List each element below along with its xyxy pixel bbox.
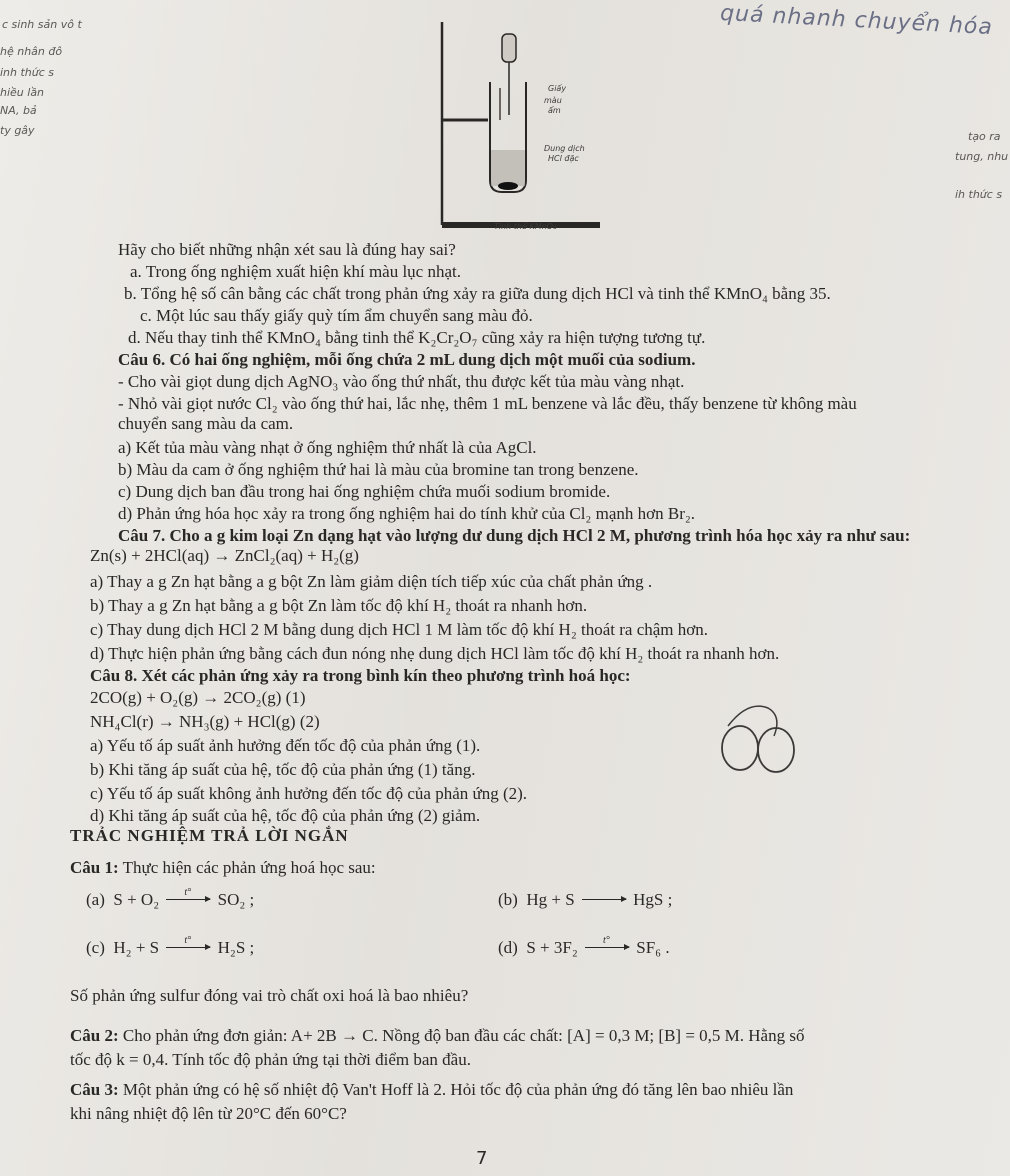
reaction-d [498,935,670,958]
text-line: - Nhỏ vài giọt nước Cl₂ vào ống thứ hai, lắc nhẹ, thêm 1 mL benzene và lắc đều, thấy benzene từ không màu [118,394,857,413]
reaction-arrow: t° [166,899,210,900]
question-3-text: Một phản ứng có hệ số nhiệt độ Van't Hoff là 2. Hỏi tốc độ của phản ứng đó tăng lên bao nhiêu lần [122,1080,794,1099]
text-line: d) Phản ứng hóa học xảy ra trong ống nghiệm hai do tính khử của Cl₂ mạnh hơn Br₂. [118,504,696,523]
reaction-a [86,887,255,910]
bg-fragment: inh thức s [0,66,55,79]
reaction-arrow: t° [585,947,629,948]
diagram-label-solution: Dung dịch [544,144,585,153]
question-3-title: Câu 3: [70,1080,119,1099]
question-1-prompt: Số phản ứng sulfur đóng vai trò chất oxi hoá là bao nhiêu? [70,986,469,1005]
reaction-left: S + 3F₂ [526,938,578,957]
bg-fragment: hiều lần [0,86,45,99]
diagram-label-crystal: Tinh thể KMnO₄ [494,222,557,231]
reaction-label: (b) [498,890,518,909]
bg-fragment: ty gây [0,124,35,137]
bg-fragment: tạo ra [968,130,1001,143]
text-line: NH₄Cl(r) → NH₃(g) + HCl(g) (2) [90,712,320,731]
reaction-right: HgS ; [633,890,673,909]
question-2-text-cont: tốc độ k = 0,4. Tính tốc độ phản ứng tại thời điểm ban đầu. [70,1050,471,1069]
reaction-arrow [582,899,626,900]
reaction-left: Hg + S [526,890,575,909]
text-line: a) Thay a g Zn hạt bằng a g bột Zn làm giảm diện tích tiếp xúc của chất phản ứng . [90,572,653,591]
question-2-title: Câu 2: [70,1026,119,1045]
reaction-label: (c) [86,938,105,957]
text-line: chuyển sang màu da cam. [118,414,294,433]
reaction-label: (a) [86,890,105,909]
diagram-label-paper: Giấy [548,84,567,93]
question-1-title: Câu 1: [70,858,119,877]
bg-fragment: NA, bả [0,104,37,117]
text-line: c. Một lúc sau thấy giấy quỳ tím ẩm chuyển sang màu đỏ. [140,306,533,325]
apparatus-diagram [400,20,630,235]
text-line: Câu 8. Xét các phản ứng xảy ra trong bình kín theo phương trình hoá học: [90,666,631,685]
text-line: Câu 6. Có hai ống nghiệm, mỗi ống chứa 2 mL dung dịch một muối của sodium. [118,350,696,369]
reaction-left: H₂ + S [113,938,160,957]
text-line: c) Dung dịch ban đầu trong hai ống nghiệm chứa muối sodium bromide. [118,482,611,501]
text-line: d. Nếu thay tinh thể KMnO₄ bằng tinh thể K₂Cr₂O₇ cũng xảy ra hiện tượng tương tự. [128,328,706,347]
text-line: b. Tổng hệ số cân bằng các chất trong phản ứng xảy ra giữa dung dịch HCl và tinh thể KMnO₄ bằng 35. [124,284,831,303]
text-line: a) Yếu tố áp suất ảnh hưởng đến tốc độ của phản ứng (1). [90,736,481,755]
text-line: a) Kết tủa màu vàng nhạt ở ống nghiệm thứ nhất là của AgCl. [118,438,537,457]
question-2-text: Cho phản ứng đơn giản: A+ 2B → C. Nồng độ ban đầu các chất: [A] = 0,3 M; [B] = 0,5 M. Hằng số [122,1026,805,1045]
reaction-right: SO₂ ; [217,890,255,909]
reaction-arrow: t° [166,947,210,948]
reaction-label: (d) [498,938,518,957]
text-line: d) Khi tăng áp suất của hệ, tốc độ của phản ứng (2) giảm. [90,806,481,825]
bg-fragment: hệ nhân đô [0,45,63,58]
text-line: d) Thực hiện phản ứng bằng cách đun nóng nhẹ dung dịch HCl làm tốc độ khí H₂ thoát ra nhanh hơn. [90,644,780,663]
text-line: c) Thay dung dịch HCl 2 M bằng dung dịch HCl 1 M làm tốc độ khí H₂ thoát ra chậm hơn. [90,620,709,639]
page-number: 7 [476,1148,488,1169]
doodle-sketch [708,696,808,782]
text-line: 2CO(g) + O₂(g) → 2CO₂(g) (1) [90,688,306,707]
text-line: - Cho vài giọt dung dịch AgNO₃ vào ống thứ nhất, thu được kết tủa màu vàng nhạt. [118,372,685,391]
text-line: b) Thay a g Zn hạt bằng a g bột Zn làm tốc độ khí H₂ thoát ra nhanh hơn. [90,596,588,615]
text-line: c) Yếu tố áp suất không ảnh hưởng đến tốc độ của phản ứng (2). [90,784,528,803]
reaction-left: S + O₂ [113,890,160,909]
reaction-right: SF₆ . [636,938,670,957]
reaction-b [498,890,672,910]
question-3-text-cont: khi nâng nhiệt độ lên từ 20°C đến 60°C? [70,1104,347,1123]
section-heading: TRẢC NGHIỆM TRẢ LỜI NGẮN [70,826,349,845]
handwritten-note: quá nhanh chuyển hóa [719,0,994,41]
bg-fragment: ih thức s [955,188,1003,201]
text-line: Zn(s) + 2HCl(aq) → ZnCl₂(aq) + H₂(g) [90,546,359,565]
text-line: b) Màu da cam ở ống nghiệm thứ hai là màu của bromine tan trong benzene. [118,460,639,479]
text-line: Hãy cho biết những nhận xét sau là đúng hay sai? [118,240,456,259]
diagram-label-paper-sub: màu [544,96,562,105]
diagram-label-solution-sub: HCl đặc [548,154,579,163]
reaction-c [86,935,255,958]
bg-fragment: tung, nhu [955,150,1009,163]
text-line: a. Trong ống nghiệm xuất hiện khí màu lục nhạt. [130,262,461,281]
text-line: Câu 7. Cho a g kim loại Zn dạng hạt vào lượng dư dung dịch HCl 2 M, phương trình hóa học xảy ra như sau: [118,526,911,545]
text-line: b) Khi tăng áp suất của hệ, tốc độ của phản ứng (1) tăng. [90,760,476,779]
bg-fragment: c sinh sản vô t [2,18,82,31]
reaction-right: H₂S ; [217,938,255,957]
question-1-text: Thực hiện các phản ứng hoá học sau: [122,858,376,877]
diagram-label-paper-sub: ẩm [548,106,561,115]
